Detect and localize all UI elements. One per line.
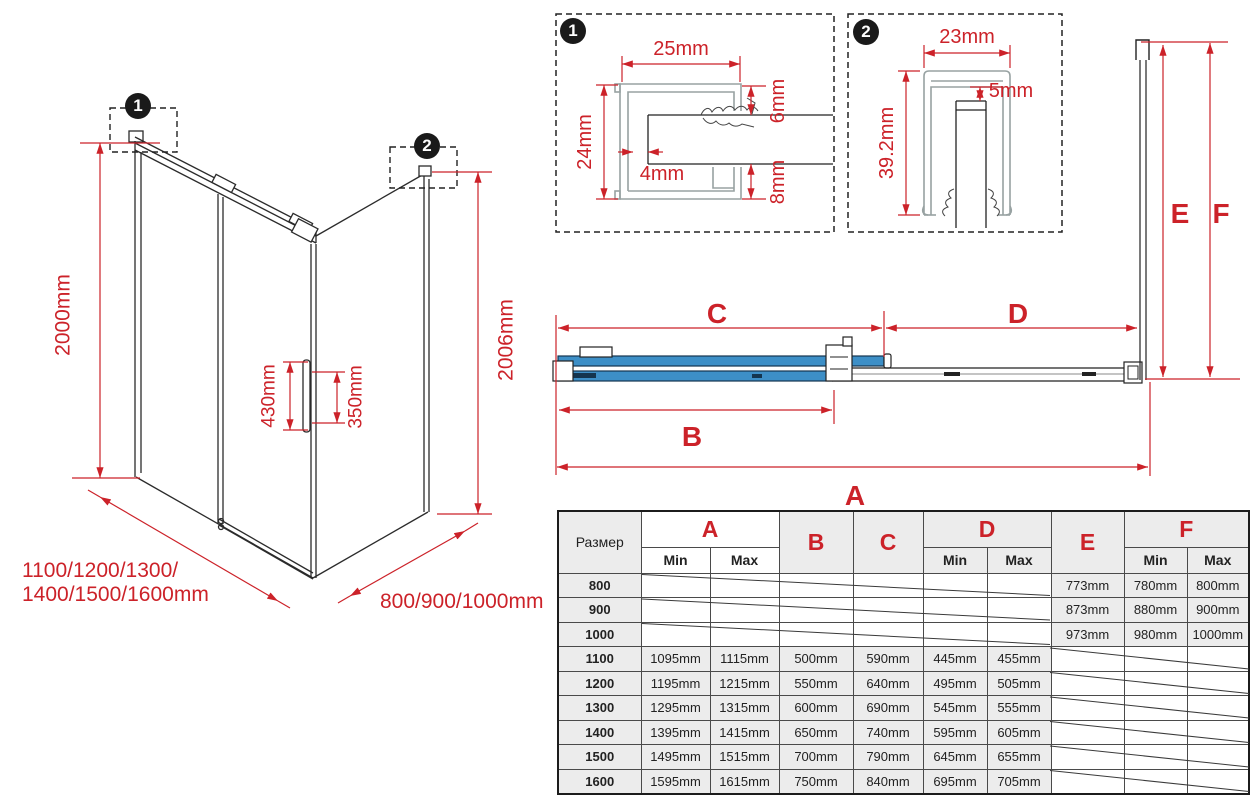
front-widths-label-line2: 1400/1500/1600mm — [22, 583, 209, 606]
detail-2-glass-gap-label: 5mm — [988, 80, 1034, 102]
table-cell: 1195mm — [641, 671, 710, 696]
table-cell — [987, 573, 1051, 598]
table-row — [558, 622, 1249, 647]
table-cell — [1187, 647, 1249, 672]
table-cell: 973mm — [1051, 622, 1124, 647]
table-cell — [1124, 720, 1187, 745]
column-header-d: D — [923, 511, 1051, 547]
plan-dimensions — [556, 42, 1240, 476]
table-cell: 1495mm — [641, 745, 710, 770]
table-cell: 455mm — [987, 647, 1051, 672]
table-cell: 840mm — [853, 769, 923, 794]
table-cell: 740mm — [853, 720, 923, 745]
table-row — [558, 696, 1249, 721]
table-cell: 1295mm — [641, 696, 710, 721]
table-cell: 1215mm — [710, 671, 779, 696]
size-cell: 1000 — [558, 622, 641, 647]
column-header-c: C — [853, 511, 923, 573]
table-row — [558, 573, 1249, 598]
table-body — [558, 573, 1249, 794]
table-cell: 750mm — [779, 769, 853, 794]
table-row — [558, 647, 1249, 672]
detail-1-height-label: 24mm — [574, 114, 596, 170]
table-cell — [1124, 671, 1187, 696]
size-cell: 1200 — [558, 671, 641, 696]
table-cell: 500mm — [779, 647, 853, 672]
table-cell: 600mm — [779, 696, 853, 721]
iso-view-lines — [129, 131, 431, 579]
dim-label-b: B — [681, 421, 703, 452]
size-cell: 900 — [558, 598, 641, 623]
table-cell — [853, 573, 923, 598]
table-cell — [641, 622, 710, 647]
table-cell: 773mm — [1051, 573, 1124, 598]
dim-label-f: F — [1212, 198, 1230, 229]
table-row — [558, 769, 1249, 794]
table-cell — [1187, 671, 1249, 696]
a-min-header: Min — [641, 547, 710, 573]
table-cell — [923, 622, 987, 647]
table-cell: 445mm — [923, 647, 987, 672]
table-cell — [710, 598, 779, 623]
table-cell: 1095mm — [641, 647, 710, 672]
table-cell — [1187, 769, 1249, 794]
column-header-a: A — [641, 511, 779, 547]
table-cell: 800mm — [1187, 573, 1249, 598]
table-cell — [1187, 745, 1249, 770]
table-cell: 555mm — [987, 696, 1051, 721]
table-cell — [641, 598, 710, 623]
table-cell — [1051, 720, 1124, 745]
table-cell: 605mm — [987, 720, 1051, 745]
table-cell: 1115mm — [710, 647, 779, 672]
table-cell: 1000mm — [1187, 622, 1249, 647]
table-cell: 880mm — [1124, 598, 1187, 623]
detail-1-top-gap-label: 6mm — [767, 78, 789, 124]
column-header-e: E — [1051, 511, 1124, 573]
table-cell: 1595mm — [641, 769, 710, 794]
table-cell — [1187, 720, 1249, 745]
table-cell — [1051, 671, 1124, 696]
table-cell: 695mm — [923, 769, 987, 794]
size-table-wrapper — [557, 510, 1250, 796]
table-cell: 700mm — [779, 745, 853, 770]
iso-callout-markers — [110, 93, 457, 188]
table-cell — [987, 598, 1051, 623]
table-cell: 650mm — [779, 720, 853, 745]
table-cell: 705mm — [987, 769, 1051, 794]
a-max-header: Max — [710, 547, 779, 573]
size-column-header: Размер — [558, 511, 641, 573]
table-cell — [779, 598, 853, 623]
table-cell: 640mm — [853, 671, 923, 696]
front-widths-label-line1: 1100/1200/1300/ — [22, 559, 179, 582]
table-cell: 1515mm — [710, 745, 779, 770]
dim-label-e: E — [1170, 198, 1190, 229]
table-row — [558, 598, 1249, 623]
size-cell: 1300 — [558, 696, 641, 721]
table-row — [558, 671, 1249, 696]
detail-1-wall-label: 4mm — [639, 163, 685, 185]
table-cell — [1051, 696, 1124, 721]
detail-2-badge: 2 — [861, 22, 871, 41]
size-table — [557, 510, 1250, 795]
table-cell — [1124, 696, 1187, 721]
table-cell: 873mm — [1051, 598, 1124, 623]
dim-label-c: C — [706, 298, 728, 329]
detail-1-bottom-gap-label: 8mm — [767, 159, 789, 205]
table-cell: 900mm — [1187, 598, 1249, 623]
table-cell: 1315mm — [710, 696, 779, 721]
table-cell — [923, 598, 987, 623]
table-cell: 655mm — [987, 745, 1051, 770]
table-cell: 780mm — [1124, 573, 1187, 598]
f-min-header: Min — [1124, 547, 1187, 573]
table-cell: 495mm — [923, 671, 987, 696]
column-header-b: B — [779, 511, 853, 573]
table-cell — [1124, 769, 1187, 794]
table-cell — [1124, 647, 1187, 672]
table-cell: 645mm — [923, 745, 987, 770]
d-max-header: Max — [987, 547, 1051, 573]
table-row — [558, 720, 1249, 745]
dim-label-a: A — [844, 480, 866, 511]
table-cell — [779, 622, 853, 647]
table-cell — [779, 573, 853, 598]
handle-spacing-label: 350mm — [345, 365, 367, 429]
handle-length-label: 430mm — [258, 364, 280, 428]
callout-2-badge: 2 — [422, 136, 432, 155]
table-cell — [1124, 745, 1187, 770]
size-cell: 1600 — [558, 769, 641, 794]
table-cell: 1415mm — [710, 720, 779, 745]
table-cell: 1395mm — [641, 720, 710, 745]
table-cell — [710, 622, 779, 647]
table-cell: 545mm — [923, 696, 987, 721]
detail-2-width-label: 23mm — [939, 26, 995, 48]
table-cell: 1615mm — [710, 769, 779, 794]
detail-2-height-label: 39.2mm — [876, 106, 898, 180]
detail-1-width-label: 25mm — [653, 38, 709, 60]
table-cell — [1051, 647, 1124, 672]
table-cell — [923, 573, 987, 598]
iso-height-left-label: 2000mm — [51, 274, 75, 356]
table-cell — [987, 622, 1051, 647]
table-cell — [641, 573, 710, 598]
callout-1-badge: 1 — [133, 96, 143, 115]
table-cell: 690mm — [853, 696, 923, 721]
size-cell: 800 — [558, 573, 641, 598]
table-cell: 505mm — [987, 671, 1051, 696]
f-max-header: Max — [1187, 547, 1249, 573]
detail-2-glass — [943, 101, 1000, 228]
table-cell: 590mm — [853, 647, 923, 672]
table-cell — [853, 598, 923, 623]
table-cell — [1187, 696, 1249, 721]
detail-1-badge: 1 — [568, 21, 578, 40]
table-cell: 980mm — [1124, 622, 1187, 647]
table-cell — [1051, 769, 1124, 794]
dim-label-d: D — [1007, 298, 1029, 329]
table-cell: 550mm — [779, 671, 853, 696]
table-cell: 790mm — [853, 745, 923, 770]
table-cell: 595mm — [923, 720, 987, 745]
table-cell — [710, 573, 779, 598]
side-widths-label: 800/900/1000mm — [380, 590, 544, 613]
size-cell: 1500 — [558, 745, 641, 770]
iso-height-right-label: 2006mm — [494, 299, 518, 381]
d-min-header: Min — [923, 547, 987, 573]
table-cell — [1051, 745, 1124, 770]
table-row — [558, 745, 1249, 770]
table-cell — [853, 622, 923, 647]
column-header-f: F — [1124, 511, 1249, 547]
size-cell: 1400 — [558, 720, 641, 745]
size-cell: 1100 — [558, 647, 641, 672]
